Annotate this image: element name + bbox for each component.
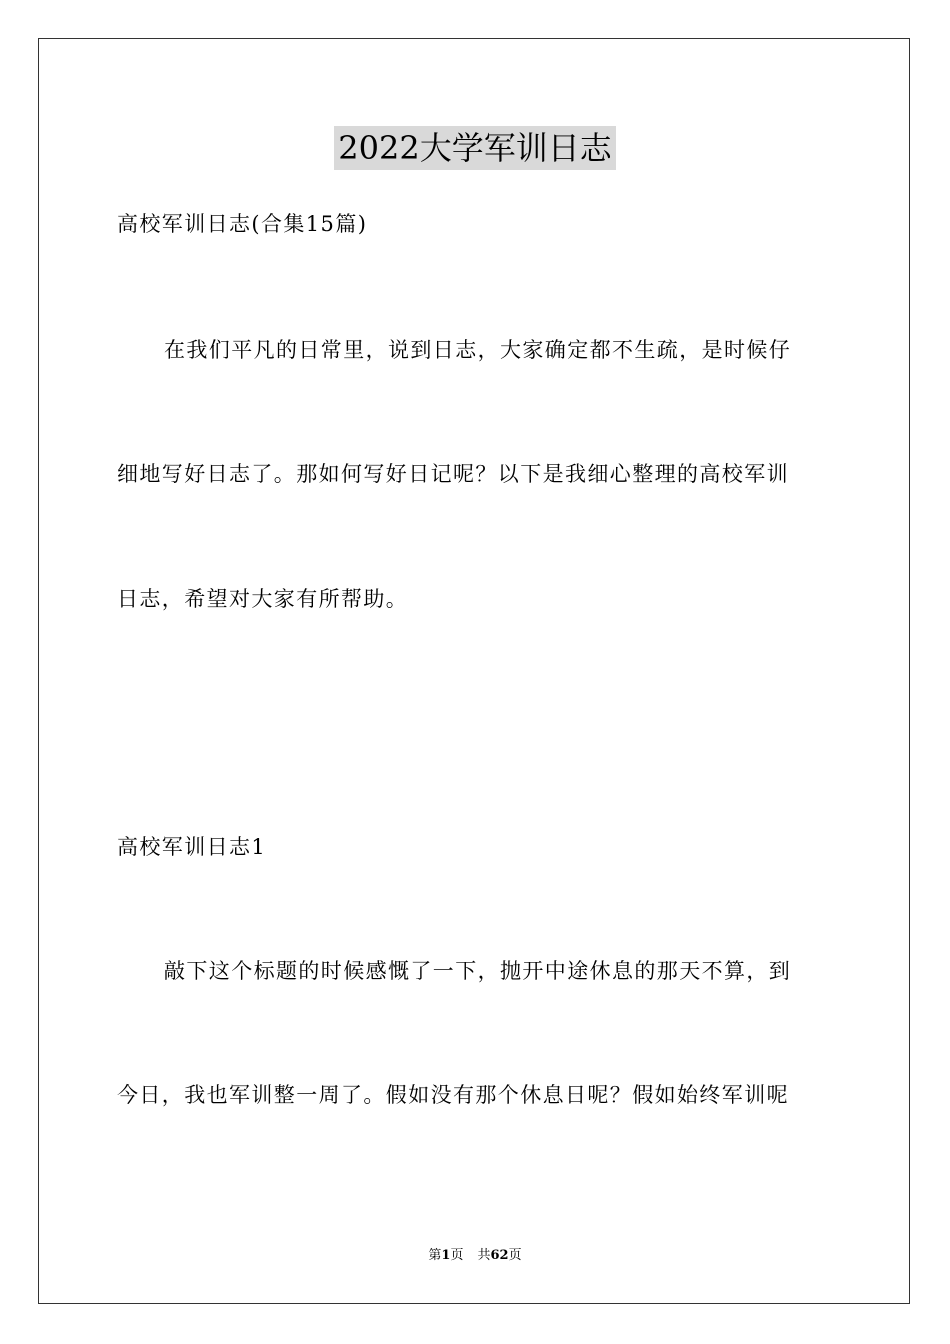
body-line-2: 今日，我也军训整一周了。假如没有那个休息日呢？假如始终军训呢	[117, 1083, 789, 1107]
section-heading: 高校军训日志1	[117, 835, 267, 859]
footer-page-suffix: 页	[450, 1248, 464, 1263]
footer-page-number: 1	[441, 1248, 451, 1263]
document-subtitle: 高校军训日志(合集15篇)	[117, 212, 368, 236]
intro-line-1: 在我们平凡的日常里，说到日志，大家确定都不生疏，是时候仔	[164, 338, 792, 362]
intro-line-2: 细地写好日志了。那如何写好日记呢？以下是我细心整理的高校军训	[117, 462, 789, 486]
page-footer	[0, 1247, 950, 1265]
title-wrap	[0, 126, 950, 170]
footer-total-suffix: 页	[508, 1248, 522, 1263]
intro-line-3: 日志，希望对大家有所帮助。	[117, 587, 409, 611]
footer-page-prefix: 第	[428, 1248, 442, 1263]
footer-total-prefix: 共	[477, 1248, 491, 1263]
footer-total-pages: 62	[490, 1248, 509, 1263]
document-title: 2022大学军训日志	[334, 126, 615, 170]
body-line-1: 敲下这个标题的时候感慨了一下，抛开中途休息的那天不算，到	[164, 959, 792, 983]
